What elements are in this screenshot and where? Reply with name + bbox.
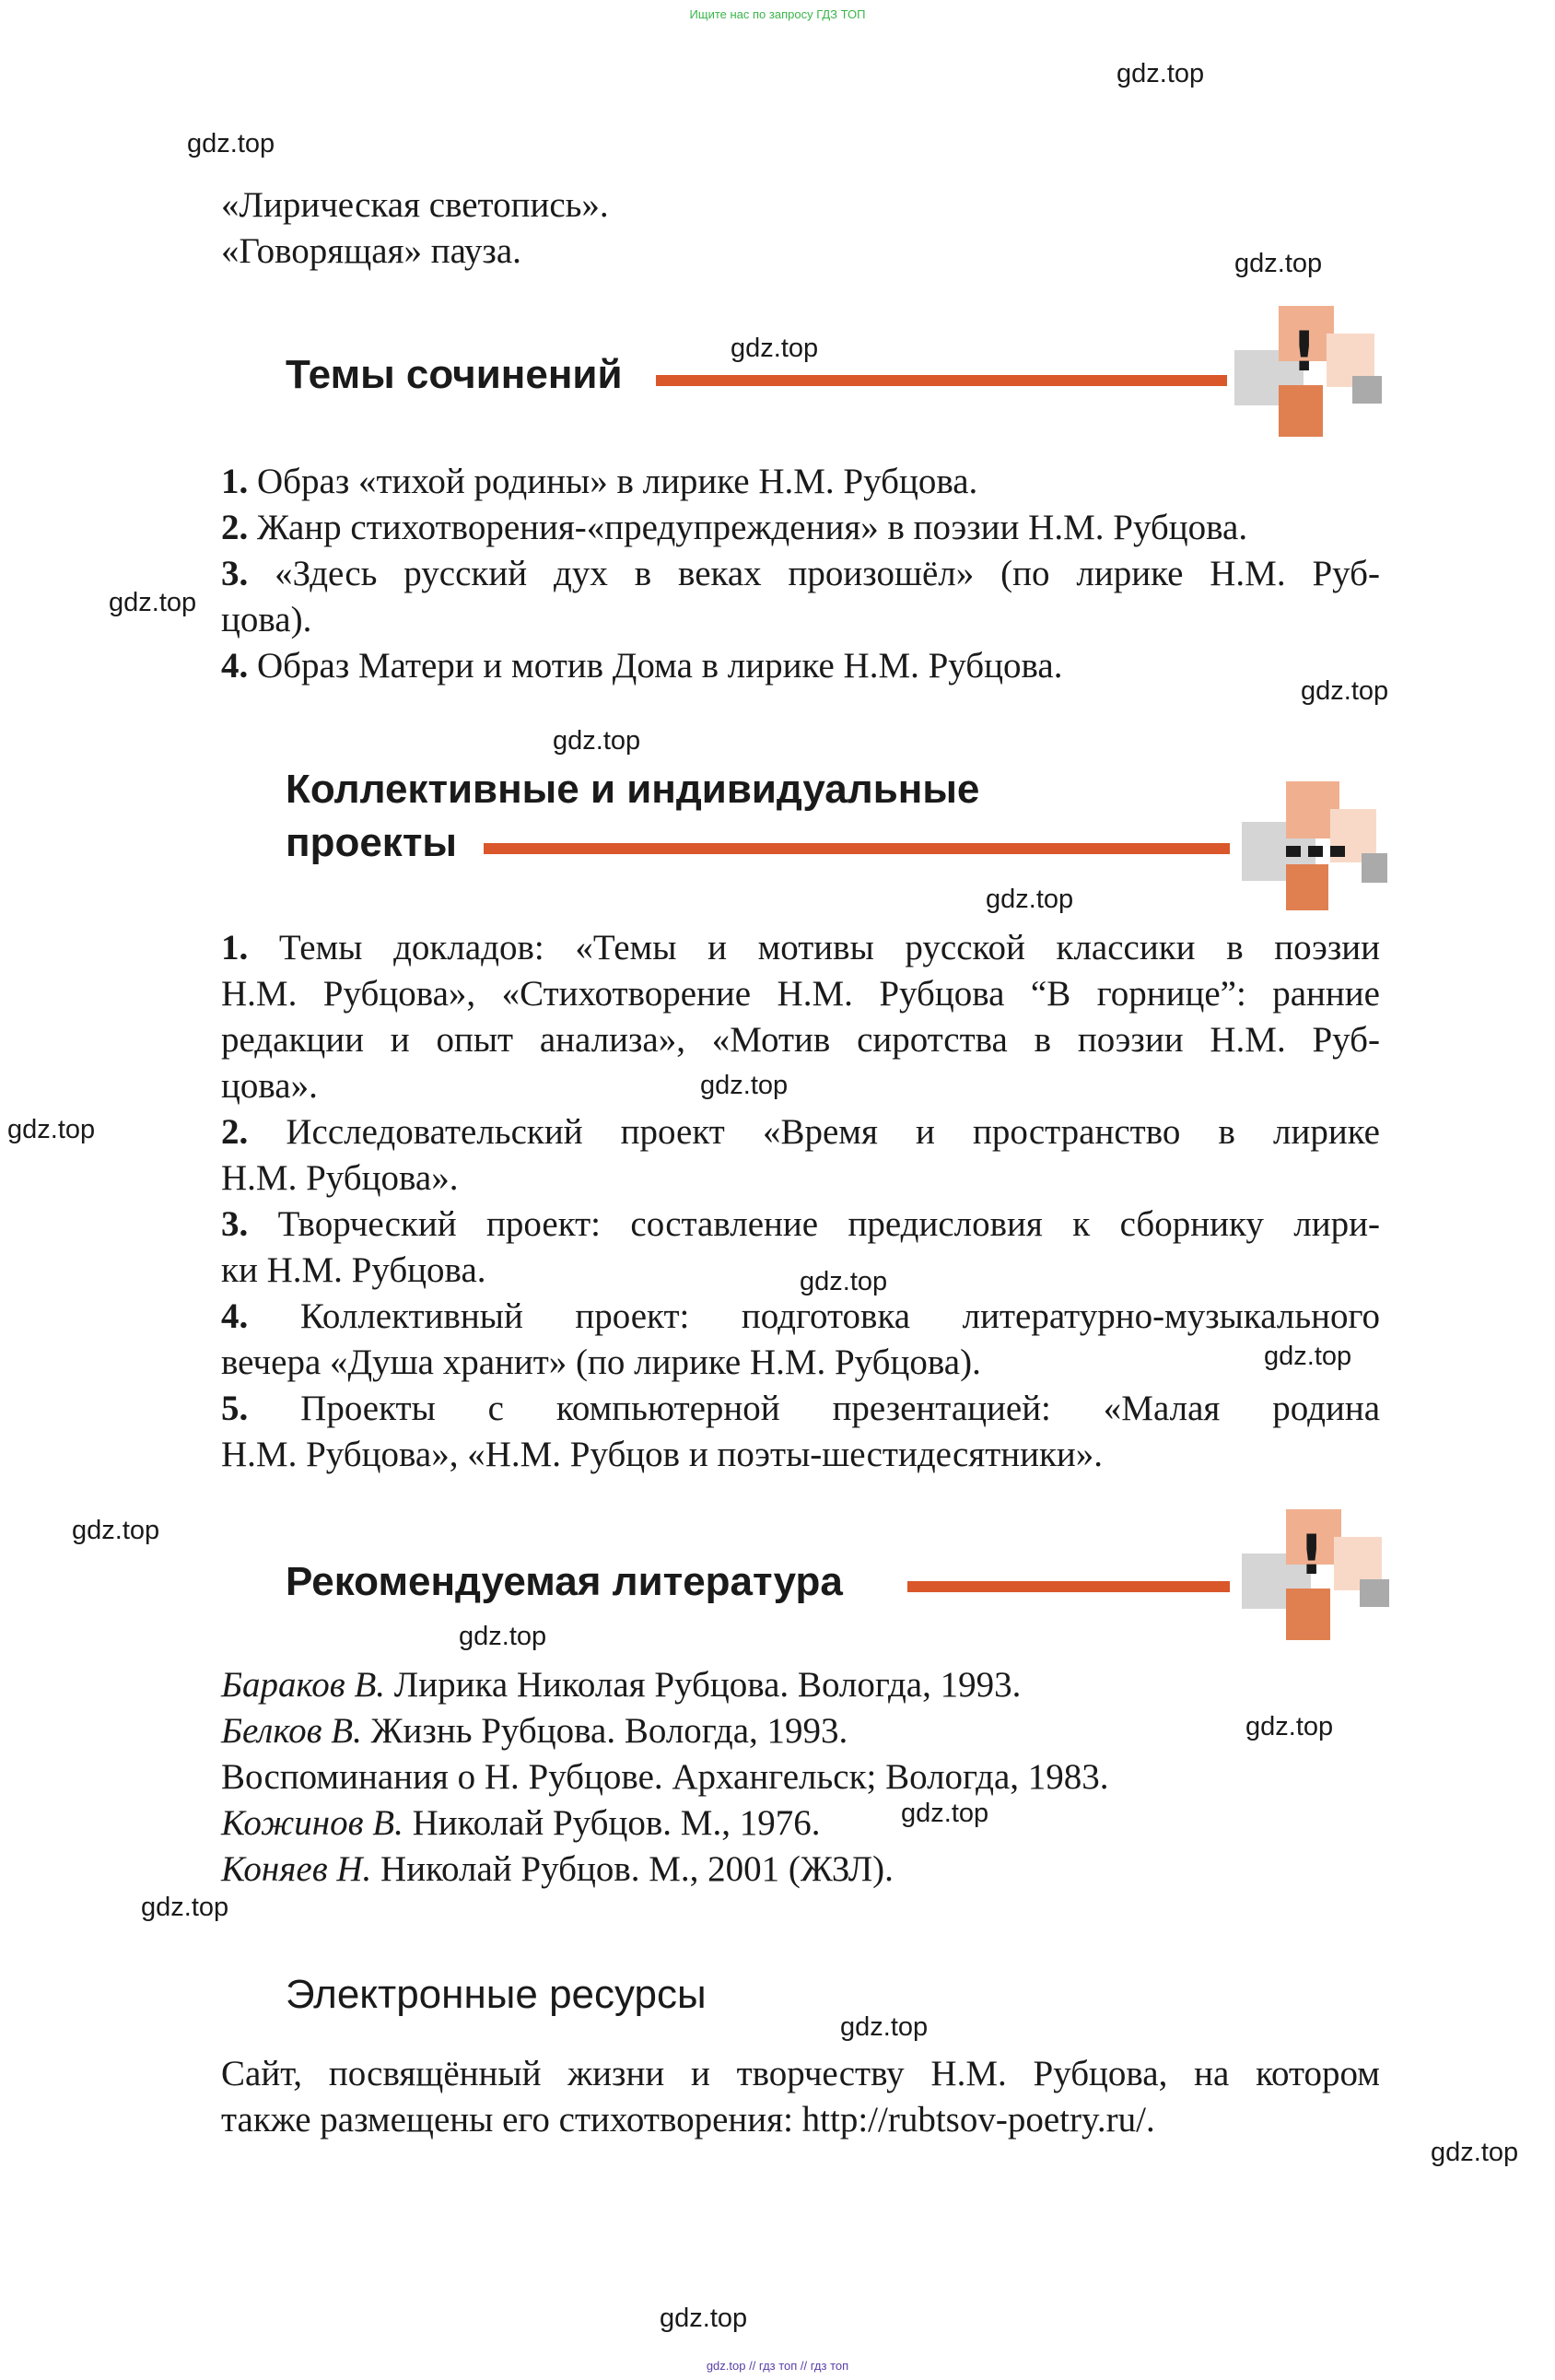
- list-item: 1. Образ «тихой родины» в лирике Н.М. Рубцова.: [221, 462, 978, 501]
- section-title-projects-line2: проекты: [286, 820, 457, 865]
- bibliography-item: Белков В. Жизнь Рубцова. Вологда, 1993.: [221, 1711, 848, 1751]
- watermark: gdz.top: [141, 1893, 229, 1922]
- bibliography-item: Бараков В. Лирика Николая Рубцова. Вологда, 1993.: [221, 1665, 1022, 1705]
- heading-rule: [484, 843, 1230, 854]
- watermark: gdz.top: [1117, 59, 1205, 88]
- watermark: gdz.top: [553, 726, 641, 756]
- list-item: 5. Проекты с компьютерной презентацией: «Малая родина: [221, 1389, 1380, 1428]
- watermark: gdz.top: [660, 2304, 748, 2333]
- watermark: gdz.top: [800, 1267, 888, 1296]
- bottom-links[interactable]: gdz.top // гдз топ // гдз топ: [706, 2359, 849, 2373]
- list-item-continuation: Н.М. Рубцова», «Н.М. Рубцов и поэты-шестидесятники».: [221, 1435, 1104, 1474]
- resources-text: Сайт, посвящённый жизни и творчеству Н.М. Рубцова, на котором: [221, 2054, 1380, 2093]
- section-title-projects: Коллективные и индивидуальные: [286, 767, 980, 812]
- list-item: 1. Темы докладов: «Темы и мотивы русской классики в поэзии: [221, 928, 1380, 967]
- watermark: gdz.top: [731, 334, 819, 363]
- watermark: gdz.top: [700, 1071, 789, 1100]
- watermark: gdz.top: [1301, 676, 1389, 706]
- list-item: 4. Образ Матери и мотив Дома в лирике Н.М. Рубцова.: [221, 646, 1063, 686]
- section-title-literature: Рекомендуемая литература: [286, 1559, 843, 1604]
- list-item-continuation: ки Н.М. Рубцова.: [221, 1250, 486, 1290]
- list-item: 2. Исследовательский проект «Время и пространство в лирике: [221, 1112, 1380, 1152]
- list-item-continuation: цова».: [221, 1066, 318, 1106]
- watermark: gdz.top: [1245, 1712, 1334, 1741]
- watermark: gdz.top: [109, 588, 197, 617]
- list-item-continuation: вечера «Душа хранит» (по лирике Н.М. Рубцова).: [221, 1342, 981, 1382]
- watermark: gdz.top: [7, 1115, 96, 1144]
- exclamation-icon: !: [1234, 304, 1382, 438]
- list-item: 3. Творческий проект: составление предисловия к сборнику лири-: [221, 1204, 1381, 1244]
- heading-rule: [656, 375, 1227, 386]
- section-title-resources: Электронные ресурсы: [286, 1972, 707, 2017]
- resources-text: также размещены его стихотворения: http://rubtsov-poetry.ru/.: [221, 2100, 1155, 2140]
- watermark: gdz.top: [187, 129, 275, 158]
- list-item-continuation: редакции и опыт анализа», «Мотив сиротства в поэзии Н.М. Руб-: [221, 1020, 1380, 1060]
- watermark: gdz.top: [1234, 249, 1323, 278]
- watermark: gdz.top: [1431, 2138, 1519, 2167]
- ellipsis-icon: [1242, 781, 1389, 910]
- list-item-continuation: Н.М. Рубцова».: [221, 1158, 459, 1198]
- list-item: 4. Коллективный проект: подготовка литературно-музыкального: [221, 1296, 1380, 1336]
- watermark: gdz.top: [840, 2012, 929, 2042]
- watermark: gdz.top: [986, 885, 1074, 914]
- intro-line: «Лирическая светопись».: [221, 185, 609, 225]
- watermark: gdz.top: [1264, 1342, 1352, 1371]
- bibliography-item: Воспоминания о Н. Рубцове. Архангельск; Вологда, 1983.: [221, 1757, 1109, 1797]
- section-title-themes: Темы сочинений: [286, 352, 623, 397]
- heading-rule: [907, 1581, 1230, 1592]
- intro-line: «Говорящая» пауза.: [221, 231, 521, 271]
- exclamation-icon: !: [1242, 1507, 1389, 1641]
- bibliography-item: Кожинов В. Николай Рубцов. М., 1976.: [221, 1803, 821, 1843]
- watermark: gdz.top: [901, 1799, 989, 1828]
- watermark: gdz.top: [72, 1516, 160, 1545]
- list-item-continuation: Н.М. Рубцова», «Стихотворение Н.М. Рубцова “В горнице”: ранние: [221, 974, 1380, 1014]
- list-item: 2. Жанр стихотворения-«предупреждения» в поэзии Н.М. Рубцова.: [221, 508, 1248, 547]
- bibliography-item: Коняев Н. Николай Рубцов. М., 2001 (ЖЗЛ).: [221, 1849, 894, 1889]
- list-item-continuation: цова).: [221, 600, 312, 639]
- top-link[interactable]: Ищите нас по запросу ГДЗ ТОП: [689, 7, 866, 21]
- list-item: 3. «Здесь русский дух в веках произошёл» (по лирике Н.М. Руб-: [221, 554, 1380, 593]
- watermark: gdz.top: [459, 1622, 547, 1651]
